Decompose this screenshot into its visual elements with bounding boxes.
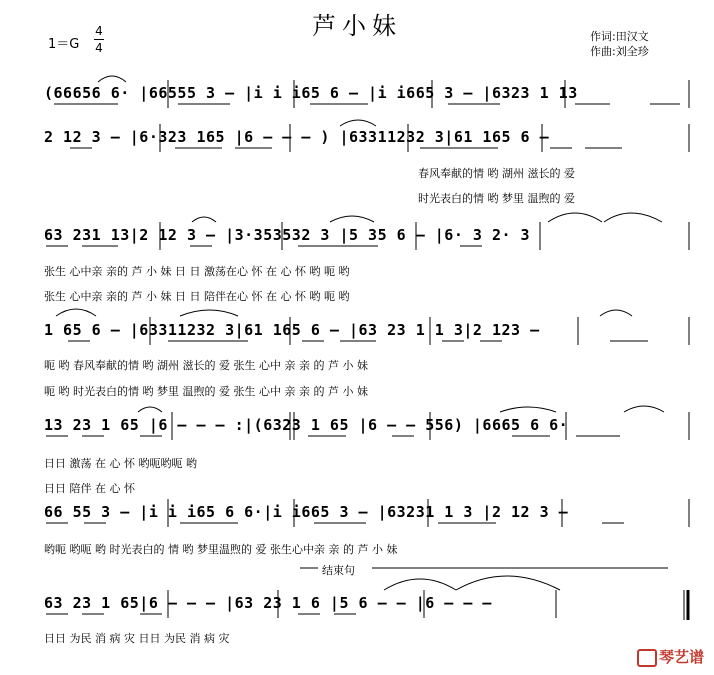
notation-line: 1 65 6 – |63311232 3|61 165 6 – |63 23 1 1 3|2 123 – (44, 321, 540, 339)
lyric-verse-1: 日日 为民 消 病 灾 日日 为民 消 病 灾 (44, 632, 230, 645)
time-signature-bottom: 4 (95, 41, 103, 55)
credits (590, 29, 649, 59)
notation-line: 13 23 1 65 |6 – – – :|(6323 1 65 |6 – – 556) |6665 6 6· (44, 416, 569, 434)
lyric-verse-1: 张生 心中亲 亲的 芦 小 妹 日 日 激荡在心 怀 在 心 怀 哟 呃 哟 (44, 265, 350, 278)
lyric-verse-2: 时光表白的情 哟 梦里 温煦的 爱 (418, 192, 575, 205)
notation-line: 63 23 1 65|6 – – – |63 23 1 6 |5 6 – – |6 – – – (44, 594, 492, 612)
time-signature-top: 4 (95, 24, 103, 38)
lyric-verse-2: 张生 心中亲 亲的 芦 小 妹 日 日 陪伴在心 怀 在 心 怀 哟 呃 哟 (44, 290, 350, 303)
notation-line: 66 55 3 – |i i i65 6 6·|i i665 3 – |63231 1 3 |2 12 3 – (44, 503, 569, 521)
lyric-verse-1: 春风奉献的情 哟 湖州 滋长的 爱 (418, 167, 575, 180)
composer: 作曲:刘全珍 (590, 45, 649, 58)
notation-line: 63 231 13|2 12 3 – |3·353532 3 |5 35 6 – |6· 3 2· 3 (44, 226, 531, 244)
song-title: 芦小妹 (312, 12, 402, 40)
site-logo: 琴艺谱 (637, 646, 704, 667)
time-signature (94, 24, 104, 55)
coda-label: 结束句 (322, 564, 355, 577)
piano-icon (637, 649, 657, 667)
lyric-verse-2: 日日 陪伴 在 心 怀 (44, 482, 135, 495)
lyricist: 作词:田汉文 (590, 30, 649, 43)
lyric-verse-1: 日日 激荡 在 心 怀 哟呃哟呃 哟 (44, 457, 197, 470)
lyric-verse-1: 哟呃 哟呃 哟 时光表白的 情 哟 梦里温煦的 爱 张生心中亲 亲 的 芦 小 妹 (44, 543, 398, 556)
key-signature: 1＝G (48, 37, 80, 52)
notation-line: 2 12 3 – |6·323 165 |6 – – – ) |63311232 3|61 165 6 – (44, 128, 550, 146)
lyric-verse-2: 呃 哟 时光表白的情 哟 梦里 温煦的 爱 张生 心中 亲 亲 的 芦 小 妹 (44, 385, 368, 398)
notation-line: (66656 6· |66555 3 – |i i i65 6 – |i i665 3 – |6323 1 13 (44, 84, 578, 102)
lyric-verse-1: 呃 哟 春风奉献的情 哟 湖州 滋长的 爱 张生 心中 亲 亲 的 芦 小 妹 (44, 359, 368, 372)
